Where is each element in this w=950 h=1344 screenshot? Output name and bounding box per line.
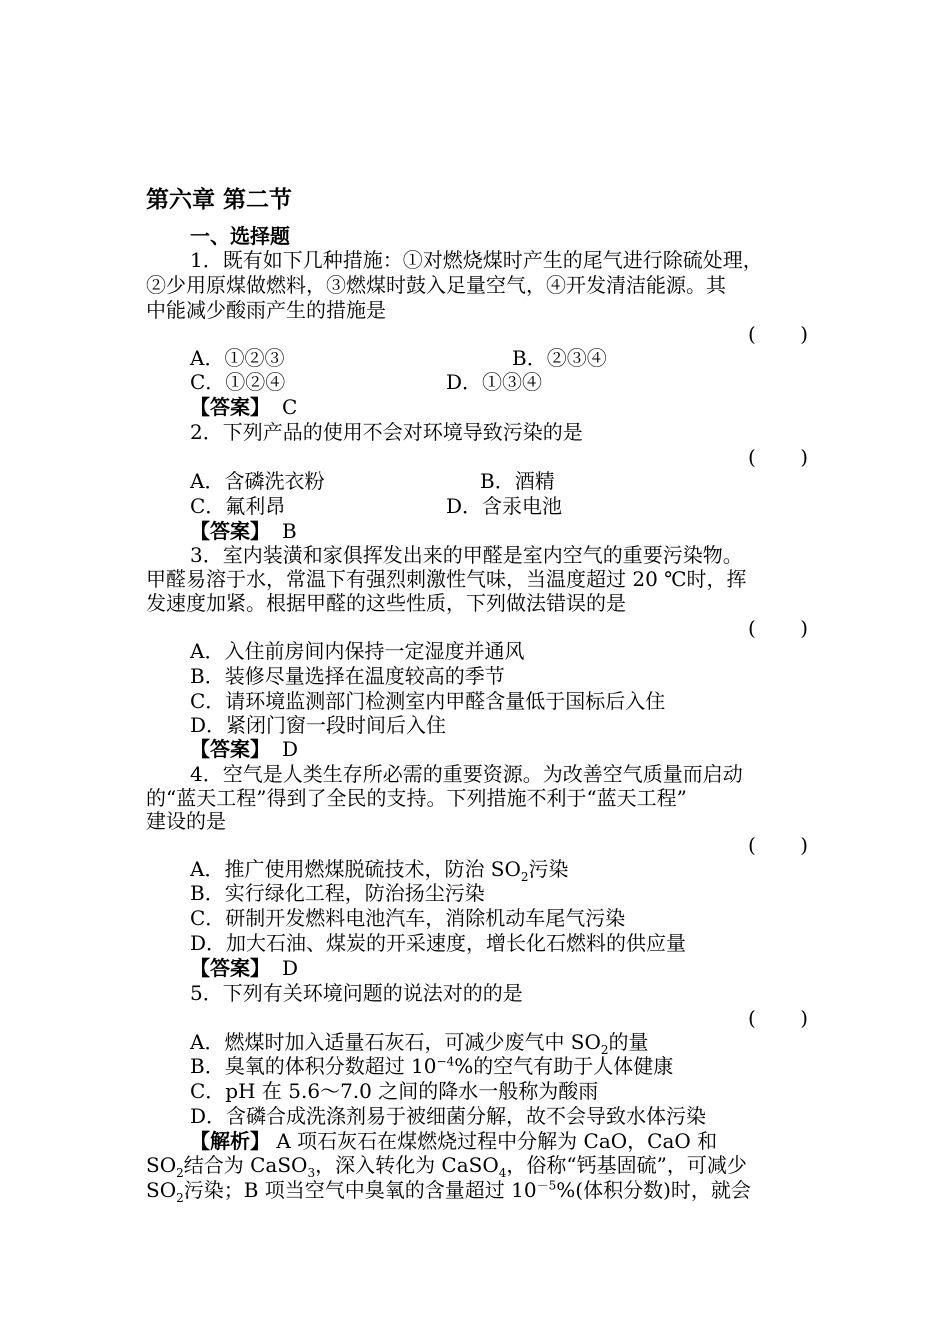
option-a: A．含磷洗衣粉	[190, 469, 325, 493]
question-1-text-cont: 中能减少酸雨产生的措施是	[146, 298, 386, 322]
chapter-title: 第六章 第二节	[146, 186, 293, 213]
section-heading: 一、选择题	[190, 224, 290, 248]
answer-label: 【答案】	[190, 519, 270, 543]
option-d: D．含磷合成洗涤剂易于被细菌分解，故不会导致水体污染	[190, 1104, 707, 1128]
option-a: A．①②③	[190, 346, 285, 370]
option-d: D．①③④	[446, 370, 543, 394]
question-5-text: 5．下列有关环境问题的说法对的的是	[190, 981, 523, 1005]
answer-line	[190, 956, 298, 980]
answer-blank: ( )	[748, 322, 808, 346]
question-3-text-cont: 甲醛易溶于水，常温下有强烈刺激性气味，当温度超过 20 ℃时，挥	[146, 567, 747, 591]
answer-blank: ( )	[748, 833, 808, 857]
answer-line	[190, 519, 297, 543]
question-4-text-cont: 建设的是	[146, 809, 226, 833]
option-c: C．请环境监测部门检测室内甲醛含量低于国标后入住	[190, 689, 666, 713]
option-b: B．臭氧的体积分数超过 $10^{-4}\%$的空气有助于人体健康	[190, 1054, 674, 1078]
option-d: D．加大石油、煤炭的开采速度，增长化石燃料的供应量	[190, 931, 687, 955]
option-b: B．装修尽量选择在温度较高的季节	[190, 664, 505, 688]
analysis-line: 【解析】 A 项石灰石在煤燃烧过程中分解为 CaO，CaO 和	[190, 1129, 718, 1153]
answer-blank: ( )	[748, 1006, 808, 1030]
option-d: D．紧闭门窗一段时间后入住	[190, 713, 447, 737]
option-a: A．推广使用燃煤脱硫技术，防治 $SO_2$污染	[190, 857, 569, 884]
answer-value: C	[282, 395, 298, 419]
option-c: C．研制开发燃料电池汽车，消除机动车尾气污染	[190, 906, 626, 930]
question-2-text: 2．下列产品的使用不会对环境导致污染的是	[190, 420, 583, 444]
analysis-label: 【解析】	[190, 1129, 270, 1153]
question-3-text: 3．室内装潢和家俱挥发出来的甲醛是室内空气的重要污染物。	[190, 543, 743, 567]
answer-label: 【答案】	[190, 737, 270, 761]
answer-value: D	[282, 956, 299, 980]
question-4-text-cont: 的“蓝天工程”得到了全民的支持。下列措施不利于“蓝天工程”	[146, 786, 687, 810]
answer-line	[190, 395, 297, 419]
answer-value: B	[282, 519, 297, 543]
option-c: C．氟利昂	[190, 494, 286, 518]
question-1-text-cont: ②少用原煤做燃料，③燃煤时鼓入足量空气，④开发清洁能源。其	[146, 273, 726, 297]
question-4-text: 4．空气是人类生存所必需的重要资源。为改善空气质量而启动	[190, 762, 743, 786]
answer-value: D	[282, 737, 299, 761]
question-1-text: 1．既有如下几种措施：①对燃烧煤时产生的尾气进行除硫处理，	[190, 248, 763, 272]
answer-label: 【答案】	[190, 395, 270, 419]
option-d: D．含汞电池	[446, 494, 563, 518]
option-a: A．入住前房间内保持一定湿度并通风	[190, 639, 525, 663]
option-b: B．②③④	[512, 346, 607, 370]
answer-label: 【答案】	[190, 956, 270, 980]
answer-line	[190, 737, 298, 761]
analysis-text: $SO_2$污染；B 项当空气中臭氧的含量超过 $10^{-5}\%$(体积分数)时，就会	[146, 1178, 751, 1205]
option-a: A．燃煤时加入适量石灰石，可减少废气中 $SO_2$的量	[190, 1030, 649, 1057]
analysis-text: $SO_2$结合为 CaSO$_3$，深入转化为 CaSO$_4$，俗称“钙基固硫”，可减少	[146, 1153, 747, 1180]
option-b: B．实行绿化工程，防治扬尘污染	[190, 881, 485, 905]
option-b: B．酒精	[480, 469, 555, 493]
answer-blank: ( )	[748, 616, 808, 640]
option-c: C．①②④	[190, 370, 286, 394]
option-c: C．pH 在 5.6～7.0 之间的降水一般称为酸雨	[190, 1079, 599, 1103]
answer-blank: ( )	[748, 445, 808, 469]
question-3-text-cont: 发速度加紧。根据甲醛的这些性质，下列做法错误的是	[146, 591, 626, 615]
